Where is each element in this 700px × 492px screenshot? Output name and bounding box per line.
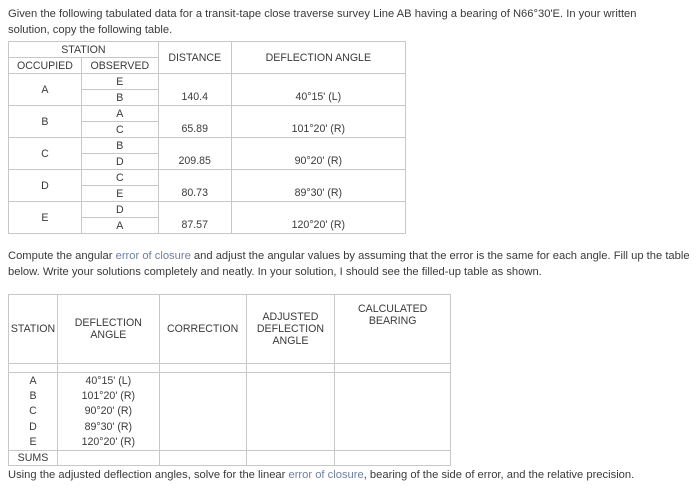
sums-label: SUMS [9, 450, 58, 465]
deflection-value: 101°20' (R) [231, 122, 405, 138]
station-value: A [9, 373, 58, 389]
traverse-data-table [8, 41, 406, 234]
deflection-value: 40°15' (L) [231, 90, 405, 106]
deflection-value: 120°20' (R) [57, 435, 159, 451]
deflection-blank [231, 106, 405, 122]
bearing-cell [335, 435, 451, 451]
deflection-angle-header [57, 295, 159, 364]
instruction-text: Compute the angular [8, 250, 116, 262]
blank-cell [159, 364, 246, 373]
deflection-header-line1: DEFLECTION [74, 317, 142, 329]
deflection-blank [231, 138, 405, 154]
observed-back-station: A [81, 106, 158, 122]
table-row [9, 74, 406, 90]
adjusted-angle-cell [246, 388, 335, 403]
distance-value: 87.57 [158, 218, 231, 234]
occupied-station-b: B [9, 106, 82, 138]
adjustment-table [8, 294, 451, 466]
station-value: D [9, 419, 58, 434]
error-of-closure-term: error of closure [115, 250, 191, 262]
sums-row [9, 450, 451, 465]
distance-value: 65.89 [158, 122, 231, 138]
distance-value: 140.4 [158, 90, 231, 106]
deflection-blank [231, 170, 405, 186]
sums-bearing-cell [335, 450, 451, 465]
closing-text-continued: , bearing of the side of error, and the relative precision. [363, 469, 635, 481]
station-value: C [9, 404, 58, 419]
distance-value: 80.73 [158, 186, 231, 202]
table-row [9, 202, 406, 218]
error-of-closure-term: error of closure [288, 469, 364, 481]
deflection-value: 40°15' (L) [57, 373, 159, 389]
table-row [9, 404, 451, 419]
station-header: STATION [9, 42, 159, 58]
observed-forward-station: E [81, 186, 158, 202]
occupied-station-a: A [9, 74, 82, 106]
correction-cell [159, 404, 246, 419]
deflection-blank [231, 74, 405, 90]
bearing-cell [335, 388, 451, 403]
adjusted-angle-cell [246, 419, 335, 434]
sums-adjusted-cell [246, 450, 335, 465]
table-row [9, 388, 451, 403]
instruction-text-continued: and adjust the angular values by assuming that the error is the same for each angle. Fill up the table below. Write your solutions completely and neatly. In your solution, I should see the filled-up table as shown. [8, 250, 690, 278]
sums-deflection-cell [57, 450, 159, 465]
adjusted-header-line2: DEFLECTION [256, 323, 324, 335]
sums-correction-cell [159, 450, 246, 465]
intro-paragraph [8, 6, 678, 38]
distance-blank [158, 138, 231, 154]
bearing-header-line1: CALCULATED [358, 303, 428, 315]
blank-cell [246, 364, 335, 373]
deflection-value: 101°20' (R) [57, 388, 159, 403]
adjusted-angle-cell [246, 373, 335, 389]
correction-cell [159, 419, 246, 434]
observed-forward-station: B [81, 90, 158, 106]
correction-cell [159, 373, 246, 389]
deflection-value: 89°30' (R) [57, 419, 159, 434]
adjusted-angle-cell [246, 404, 335, 419]
table-row [9, 419, 451, 434]
blank-cell [57, 364, 159, 373]
bearing-header-line2: BEARING [368, 315, 417, 327]
distance-blank [158, 202, 231, 218]
closing-text: Using the adjusted deflection angles, solve for the linear [8, 469, 289, 481]
observed-header: OBSERVED [81, 58, 158, 74]
occupied-station-d: D [9, 170, 82, 202]
station-header: STATION [9, 295, 58, 364]
observed-forward-station: C [81, 122, 158, 138]
deflection-angle-header: DEFLECTION ANGLE [231, 42, 405, 74]
station-value: B [9, 388, 58, 403]
closing-paragraph [8, 467, 698, 483]
table-row [9, 106, 406, 122]
station-value: E [9, 435, 58, 451]
observed-back-station: E [81, 74, 158, 90]
correction-cell [159, 388, 246, 403]
bearing-cell [335, 404, 451, 419]
deflection-value: 90°20' (R) [231, 154, 405, 170]
table-row [9, 435, 451, 451]
adjusted-deflection-angle-header [246, 295, 335, 364]
observed-back-station: D [81, 202, 158, 218]
bearing-cell [335, 419, 451, 434]
blank-cell [9, 364, 58, 373]
adjusted-angle-cell [246, 435, 335, 451]
distance-header: DISTANCE [158, 42, 231, 74]
deflection-value: 90°20' (R) [57, 404, 159, 419]
distance-blank [158, 106, 231, 122]
instruction-paragraph [8, 248, 698, 280]
observed-back-station: C [81, 170, 158, 186]
adjusted-header-line1: ADJUSTED [262, 311, 319, 323]
blank-cell [335, 364, 451, 373]
calculated-bearing-header [335, 295, 451, 364]
table-row [9, 138, 406, 154]
distance-blank [158, 170, 231, 186]
distance-value: 209.85 [158, 154, 231, 170]
intro-text: Given the following tabulated data for a transit-tape close traverse survey Line AB having a bearing of N66°30'E. In your written solution, copy the following table. [8, 8, 637, 36]
observed-back-station: B [81, 138, 158, 154]
observed-forward-station: A [81, 218, 158, 234]
table-row [9, 170, 406, 186]
adjusted-header-line3: ANGLE [272, 335, 309, 347]
occupied-header: OCCUPIED [9, 58, 82, 74]
deflection-blank [231, 202, 405, 218]
correction-cell [159, 435, 246, 451]
table-row [9, 373, 451, 389]
correction-header: CORRECTION [159, 295, 246, 364]
deflection-value: 120°20' (R) [231, 218, 405, 234]
observed-forward-station: D [81, 154, 158, 170]
deflection-header-line2: ANGLE [90, 329, 127, 341]
deflection-value: 89°30' (R) [231, 186, 405, 202]
occupied-station-c: C [9, 138, 82, 170]
occupied-station-e: E [9, 202, 82, 234]
bearing-cell [335, 373, 451, 389]
distance-blank [158, 74, 231, 90]
